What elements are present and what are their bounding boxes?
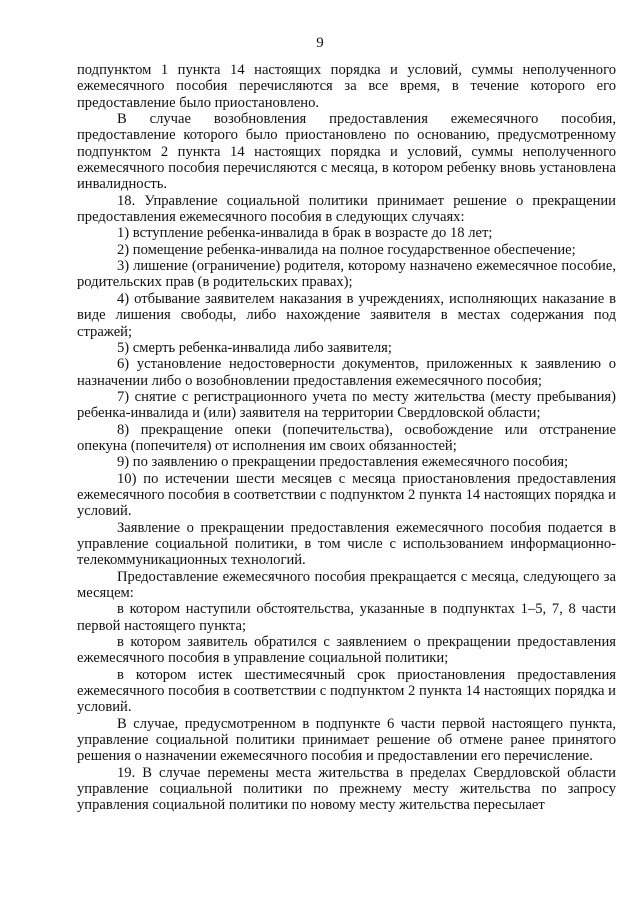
paragraph-item-19: 19. В случае перемены места жительства в пределах Свердловской области управление социальной политики по прежнему месту жительства по запросу управления социальной политики по новому месту жительства пересылает	[77, 764, 616, 814]
list-item-18-10: 10) по истечении шести месяцев с месяца приостановления предоставления ежемесячного пособия в соответствии с подпунктом 2 пункта 14 настоящих порядка и условий.	[77, 470, 616, 520]
paragraph-resumption-disability: В случае возобновления предоставления ежемесячного пособия, предоставление которого было приостановлено по основанию, предусмотренному подпунктом 2 пункта 14 настоящих порядка и условий, суммы неполученного ежемесячного пособия перечисляются с месяца, в котором ребенку вновь установлена инвалидность.	[77, 111, 616, 193]
list-item-18-8: 8) прекращение опеки (попечительства), освобождение или отстранение опекуна (попечителя) от исполнения им своих обязанностей;	[77, 421, 616, 454]
list-item-18-5: 5) смерть ребенка-инвалида либо заявителя;	[117, 339, 392, 356]
list-item-18-1: 1) вступление ребенка-инвалида в брак в возрасте до 18 лет;	[117, 225, 493, 242]
list-item-18-6: 6) установление недостоверности документов, приложенных к заявлению о назначении либо о возобновлении предоставления ежемесячного пособия;	[77, 356, 616, 389]
page-number: 9	[316, 35, 324, 51]
document-body	[77, 62, 616, 814]
list-item-18-3: 3) лишение (ограничение) родителя, которому назначено ежемесячное пособие, родительских прав (в родительских правах);	[77, 258, 616, 291]
list-item-18-9: 9) по заявлению о прекращении предоставления ежемесячного пособия;	[117, 454, 569, 471]
paragraph-month-case-1: в котором наступили обстоятельства, указанные в подпунктах 1–5, 7, 8 части первой настоящего пункта;	[77, 601, 616, 634]
list-item-18-4: 4) отбывание заявителем наказания в учреждениях, исполняющих наказание в виде лишения свободы, либо нахождение заявителя в местах содержания под стражей;	[77, 290, 616, 340]
list-item-18-2: 2) помещение ребенка-инвалида на полное государственное обеспечение;	[117, 241, 576, 258]
paragraph-item-18-intro: 18. Управление социальной политики принимает решение о прекращении предоставления ежемесячного пособия в следующих случаях:	[77, 192, 616, 226]
list-item-18-7: 7) снятие с регистрационного учета по месту жительства (месту пребывания) ребенка-инвалида и (или) заявителя на территории Свердловской области;	[77, 388, 616, 422]
paragraph-continuation: подпунктом 1 пункта 14 настоящих порядка и условий, суммы неполученного ежемесячного пособия перечисляются за все время, в течение которого его предоставление было приостановлено.	[77, 62, 616, 111]
paragraph-cancellation: В случае, предусмотренном в подпункте 6 части первой настоящего пункта, управление социальной политики принимает решение об отмене ранее принятого решения о назначении ежемесячного пособия и предоставлении его перечисление.	[77, 715, 616, 765]
paragraph-month-case-2: в котором заявитель обратился с заявлением о прекращении предоставления ежемесячного пособия в управление социальной политики;	[77, 634, 616, 667]
paragraph-termination-month: Предоставление ежемесячного пособия прекращается с месяца, следующего за месяцем:	[77, 568, 616, 601]
paragraph-month-case-3: в котором истек шестимесячный срок приостановления предоставления ежемесячного пособия в соответствии с подпунктом 2 пункта 14 настоящих порядка и условий.	[77, 666, 616, 716]
paragraph-termination-application: Заявление о прекращении предоставления ежемесячного пособия подается в управление социальной политики, в том числе с использованием информационно-телекоммуникационных технологий.	[77, 519, 616, 569]
